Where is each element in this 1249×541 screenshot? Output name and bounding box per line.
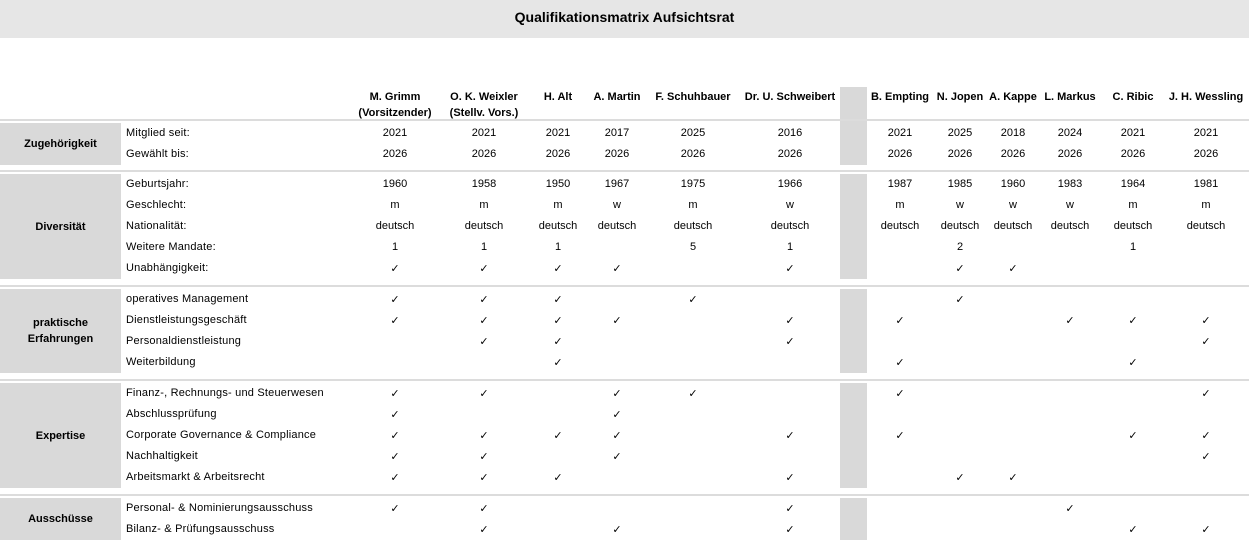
- row-label: Gewählt bis:: [126, 148, 189, 160]
- matrix-cell: m: [390, 199, 400, 211]
- matrix-cell: 1: [786, 241, 794, 253]
- matrix-cell: 2016: [777, 127, 803, 139]
- check-icon: ✓: [553, 314, 563, 327]
- check-icon: ✓: [390, 502, 400, 515]
- group-separator: [0, 379, 1249, 381]
- check-icon: ✓: [612, 523, 622, 536]
- check-icon: ✓: [785, 314, 795, 327]
- check-icon: ✓: [553, 262, 563, 275]
- group-separator: [0, 285, 1249, 287]
- check-icon: ✓: [479, 293, 489, 306]
- matrix-cell: deutsch: [770, 220, 810, 232]
- check-icon: ✓: [390, 387, 400, 400]
- row-label: Dienstleistungsgeschäft: [126, 314, 247, 326]
- check-icon: ✓: [1201, 523, 1211, 536]
- check-icon: ✓: [479, 387, 489, 400]
- matrix-cell: deutsch: [993, 220, 1033, 232]
- row-label: Personaldienstleistung: [126, 335, 242, 347]
- member-name: F. Schuhbauer: [655, 91, 731, 103]
- member-role: (Vorsitzender): [358, 107, 432, 119]
- row-label: operatives Management: [126, 293, 249, 305]
- matrix-cell: 2026: [604, 148, 630, 160]
- check-icon: ✓: [553, 356, 563, 369]
- matrix-cell: deutsch: [538, 220, 578, 232]
- check-icon: ✓: [390, 262, 400, 275]
- member-header: [1146, 89, 1249, 105]
- check-icon: ✓: [1008, 471, 1018, 484]
- row-label: Geschlecht:: [126, 199, 187, 211]
- matrix-cell: deutsch: [597, 220, 637, 232]
- group-label: Ausschüsse: [0, 498, 121, 540]
- matrix-cell: 1960: [1000, 178, 1026, 190]
- matrix-cell: deutsch: [1113, 220, 1153, 232]
- check-icon: ✓: [1201, 335, 1211, 348]
- check-icon: ✓: [785, 262, 795, 275]
- check-icon: ✓: [785, 502, 795, 515]
- check-icon: ✓: [553, 429, 563, 442]
- row-label: Arbeitsmarkt & Arbeitsrecht: [126, 471, 265, 483]
- check-icon: ✓: [1128, 314, 1138, 327]
- matrix-cell: m: [1201, 199, 1211, 211]
- check-icon: ✓: [612, 408, 622, 421]
- separator-column: [840, 174, 867, 279]
- check-icon: ✓: [895, 314, 905, 327]
- member-name: N. Jopen: [936, 91, 984, 103]
- check-icon: ✓: [479, 335, 489, 348]
- matrix-cell: 1950: [545, 178, 571, 190]
- group-label: Diversität: [0, 174, 121, 279]
- check-icon: ✓: [479, 429, 489, 442]
- check-icon: ✓: [390, 450, 400, 463]
- check-icon: ✓: [1128, 356, 1138, 369]
- check-icon: ✓: [785, 471, 795, 484]
- matrix-cell: 1: [554, 241, 562, 253]
- matrix-cell: 1: [1129, 241, 1137, 253]
- row-label: Geburtsjahr:: [126, 178, 189, 190]
- member-name: A. Martin: [593, 91, 641, 103]
- member-role: (Stellv. Vors.): [449, 107, 519, 119]
- check-icon: ✓: [1201, 450, 1211, 463]
- row-label: Finanz-, Rechnungs- und Steuerwesen: [126, 387, 324, 399]
- separator-column: [840, 383, 867, 488]
- row-label: Weiterbildung: [126, 356, 196, 368]
- matrix-cell: 2026: [947, 148, 973, 160]
- matrix-cell: deutsch: [464, 220, 504, 232]
- group-separator: [0, 119, 1249, 121]
- matrix-cell: m: [895, 199, 905, 211]
- check-icon: ✓: [1201, 429, 1211, 442]
- matrix-cell: deutsch: [1050, 220, 1090, 232]
- row-label: Personal- & Nominierungsausschuss: [126, 502, 313, 514]
- separator-column: [840, 123, 867, 165]
- matrix-cell: 2021: [382, 127, 408, 139]
- matrix-cell: m: [479, 199, 489, 211]
- matrix-cell: 1983: [1057, 178, 1083, 190]
- check-icon: ✓: [1201, 387, 1211, 400]
- member-header: [730, 89, 850, 105]
- check-icon: ✓: [1128, 523, 1138, 536]
- check-icon: ✓: [390, 471, 400, 484]
- check-icon: ✓: [1201, 314, 1211, 327]
- matrix-cell: 2026: [887, 148, 913, 160]
- row-label: Mitglied seit:: [126, 127, 190, 139]
- row-label: Nationalität:: [126, 220, 187, 232]
- check-icon: ✓: [955, 293, 965, 306]
- matrix-cell: w: [1066, 199, 1074, 211]
- matrix-cell: 2026: [545, 148, 571, 160]
- check-icon: ✓: [895, 356, 905, 369]
- row-label: Abschlussprüfung: [126, 408, 217, 420]
- group-separator: [0, 494, 1249, 496]
- group-label: Zugehörigkeit: [0, 123, 121, 165]
- check-icon: ✓: [1128, 429, 1138, 442]
- matrix-cell: m: [553, 199, 563, 211]
- matrix-cell: 1975: [680, 178, 706, 190]
- check-icon: ✓: [955, 262, 965, 275]
- row-label: Corporate Governance & Compliance: [126, 429, 317, 441]
- matrix-cell: 2026: [1057, 148, 1083, 160]
- matrix-cell: w: [956, 199, 964, 211]
- matrix-cell: 2026: [777, 148, 803, 160]
- member-name: O. K. Weixler: [450, 91, 518, 103]
- separator-column: [840, 289, 867, 373]
- member-name: M. Grimm: [369, 91, 421, 103]
- matrix-cell: 2021: [1193, 127, 1219, 139]
- check-icon: ✓: [688, 387, 698, 400]
- matrix-cell: deutsch: [880, 220, 920, 232]
- member-name: H. Alt: [543, 91, 573, 103]
- row-label: Nachhaltigkeit: [126, 450, 198, 462]
- matrix-cell: 1960: [382, 178, 408, 190]
- check-icon: ✓: [1065, 314, 1075, 327]
- matrix-cell: 2026: [471, 148, 497, 160]
- check-icon: ✓: [612, 450, 622, 463]
- matrix-cell: 1981: [1193, 178, 1219, 190]
- check-icon: ✓: [785, 335, 795, 348]
- matrix-cell: 2017: [604, 127, 630, 139]
- matrix-cell: 2025: [947, 127, 973, 139]
- check-icon: ✓: [479, 262, 489, 275]
- matrix-cell: 2026: [1193, 148, 1219, 160]
- matrix-cell: 2026: [1120, 148, 1146, 160]
- matrix-cell: 2: [956, 241, 964, 253]
- matrix-cell: 2025: [680, 127, 706, 139]
- check-icon: ✓: [895, 429, 905, 442]
- matrix-cell: 2026: [1000, 148, 1026, 160]
- check-icon: ✓: [479, 314, 489, 327]
- matrix-cell: m: [1128, 199, 1138, 211]
- check-icon: ✓: [390, 293, 400, 306]
- matrix-cell: 2018: [1000, 127, 1026, 139]
- matrix-cell: deutsch: [940, 220, 980, 232]
- page-title: Qualifikationsmatrix Aufsichtsrat: [514, 9, 735, 25]
- member-name: J. H. Wessling: [1168, 91, 1244, 103]
- row-label: Unabhängigkeit:: [126, 262, 209, 274]
- matrix-cell: 2021: [887, 127, 913, 139]
- matrix-cell: 1985: [947, 178, 973, 190]
- matrix-cell: 5: [689, 241, 697, 253]
- matrix-cell: 2026: [382, 148, 408, 160]
- matrix-cell: w: [613, 199, 621, 211]
- check-icon: ✓: [553, 471, 563, 484]
- group-label: Expertise: [0, 383, 121, 488]
- matrix-cell: 2021: [471, 127, 497, 139]
- matrix-cell: 1966: [777, 178, 803, 190]
- matrix-cell: 2024: [1057, 127, 1083, 139]
- check-icon: ✓: [390, 429, 400, 442]
- separator-column: [840, 498, 867, 540]
- matrix-cell: w: [786, 199, 794, 211]
- matrix-cell: w: [1009, 199, 1017, 211]
- check-icon: ✓: [785, 429, 795, 442]
- check-icon: ✓: [612, 387, 622, 400]
- matrix-cell: 2021: [545, 127, 571, 139]
- check-icon: ✓: [955, 471, 965, 484]
- matrix-cell: deutsch: [673, 220, 713, 232]
- member-name: L. Markus: [1044, 91, 1096, 103]
- matrix-cell: deutsch: [1186, 220, 1226, 232]
- matrix-cell: 1: [391, 241, 399, 253]
- matrix-cell: 1967: [604, 178, 630, 190]
- check-icon: ✓: [688, 293, 698, 306]
- check-icon: ✓: [612, 262, 622, 275]
- check-icon: ✓: [479, 523, 489, 536]
- matrix-cell: 1: [480, 241, 488, 253]
- member-name: B. Empting: [870, 91, 930, 103]
- check-icon: ✓: [1008, 262, 1018, 275]
- check-icon: ✓: [612, 314, 622, 327]
- member-name: Dr. U. Schweibert: [744, 91, 836, 103]
- matrix-cell: deutsch: [375, 220, 415, 232]
- member-name: C. Ribic: [1112, 91, 1154, 103]
- matrix-cell: 1964: [1120, 178, 1146, 190]
- matrix-cell: 1958: [471, 178, 497, 190]
- check-icon: ✓: [785, 523, 795, 536]
- member-name: A. Kappe: [989, 91, 1037, 103]
- check-icon: ✓: [1065, 502, 1075, 515]
- check-icon: ✓: [479, 450, 489, 463]
- matrix-cell: 1987: [887, 178, 913, 190]
- row-label: Bilanz- & Prüfungsausschuss: [126, 523, 275, 535]
- check-icon: ✓: [390, 408, 400, 421]
- check-icon: ✓: [895, 387, 905, 400]
- group-separator: [0, 170, 1249, 172]
- matrix-cell: 2021: [1120, 127, 1146, 139]
- check-icon: ✓: [553, 335, 563, 348]
- matrix-cell: 2026: [680, 148, 706, 160]
- matrix-cell: m: [688, 199, 698, 211]
- check-icon: ✓: [479, 471, 489, 484]
- row-label: Weitere Mandate:: [126, 241, 216, 253]
- check-icon: ✓: [390, 314, 400, 327]
- check-icon: ✓: [479, 502, 489, 515]
- check-icon: ✓: [612, 429, 622, 442]
- group-label: praktische Erfahrungen: [0, 289, 121, 373]
- check-icon: ✓: [553, 293, 563, 306]
